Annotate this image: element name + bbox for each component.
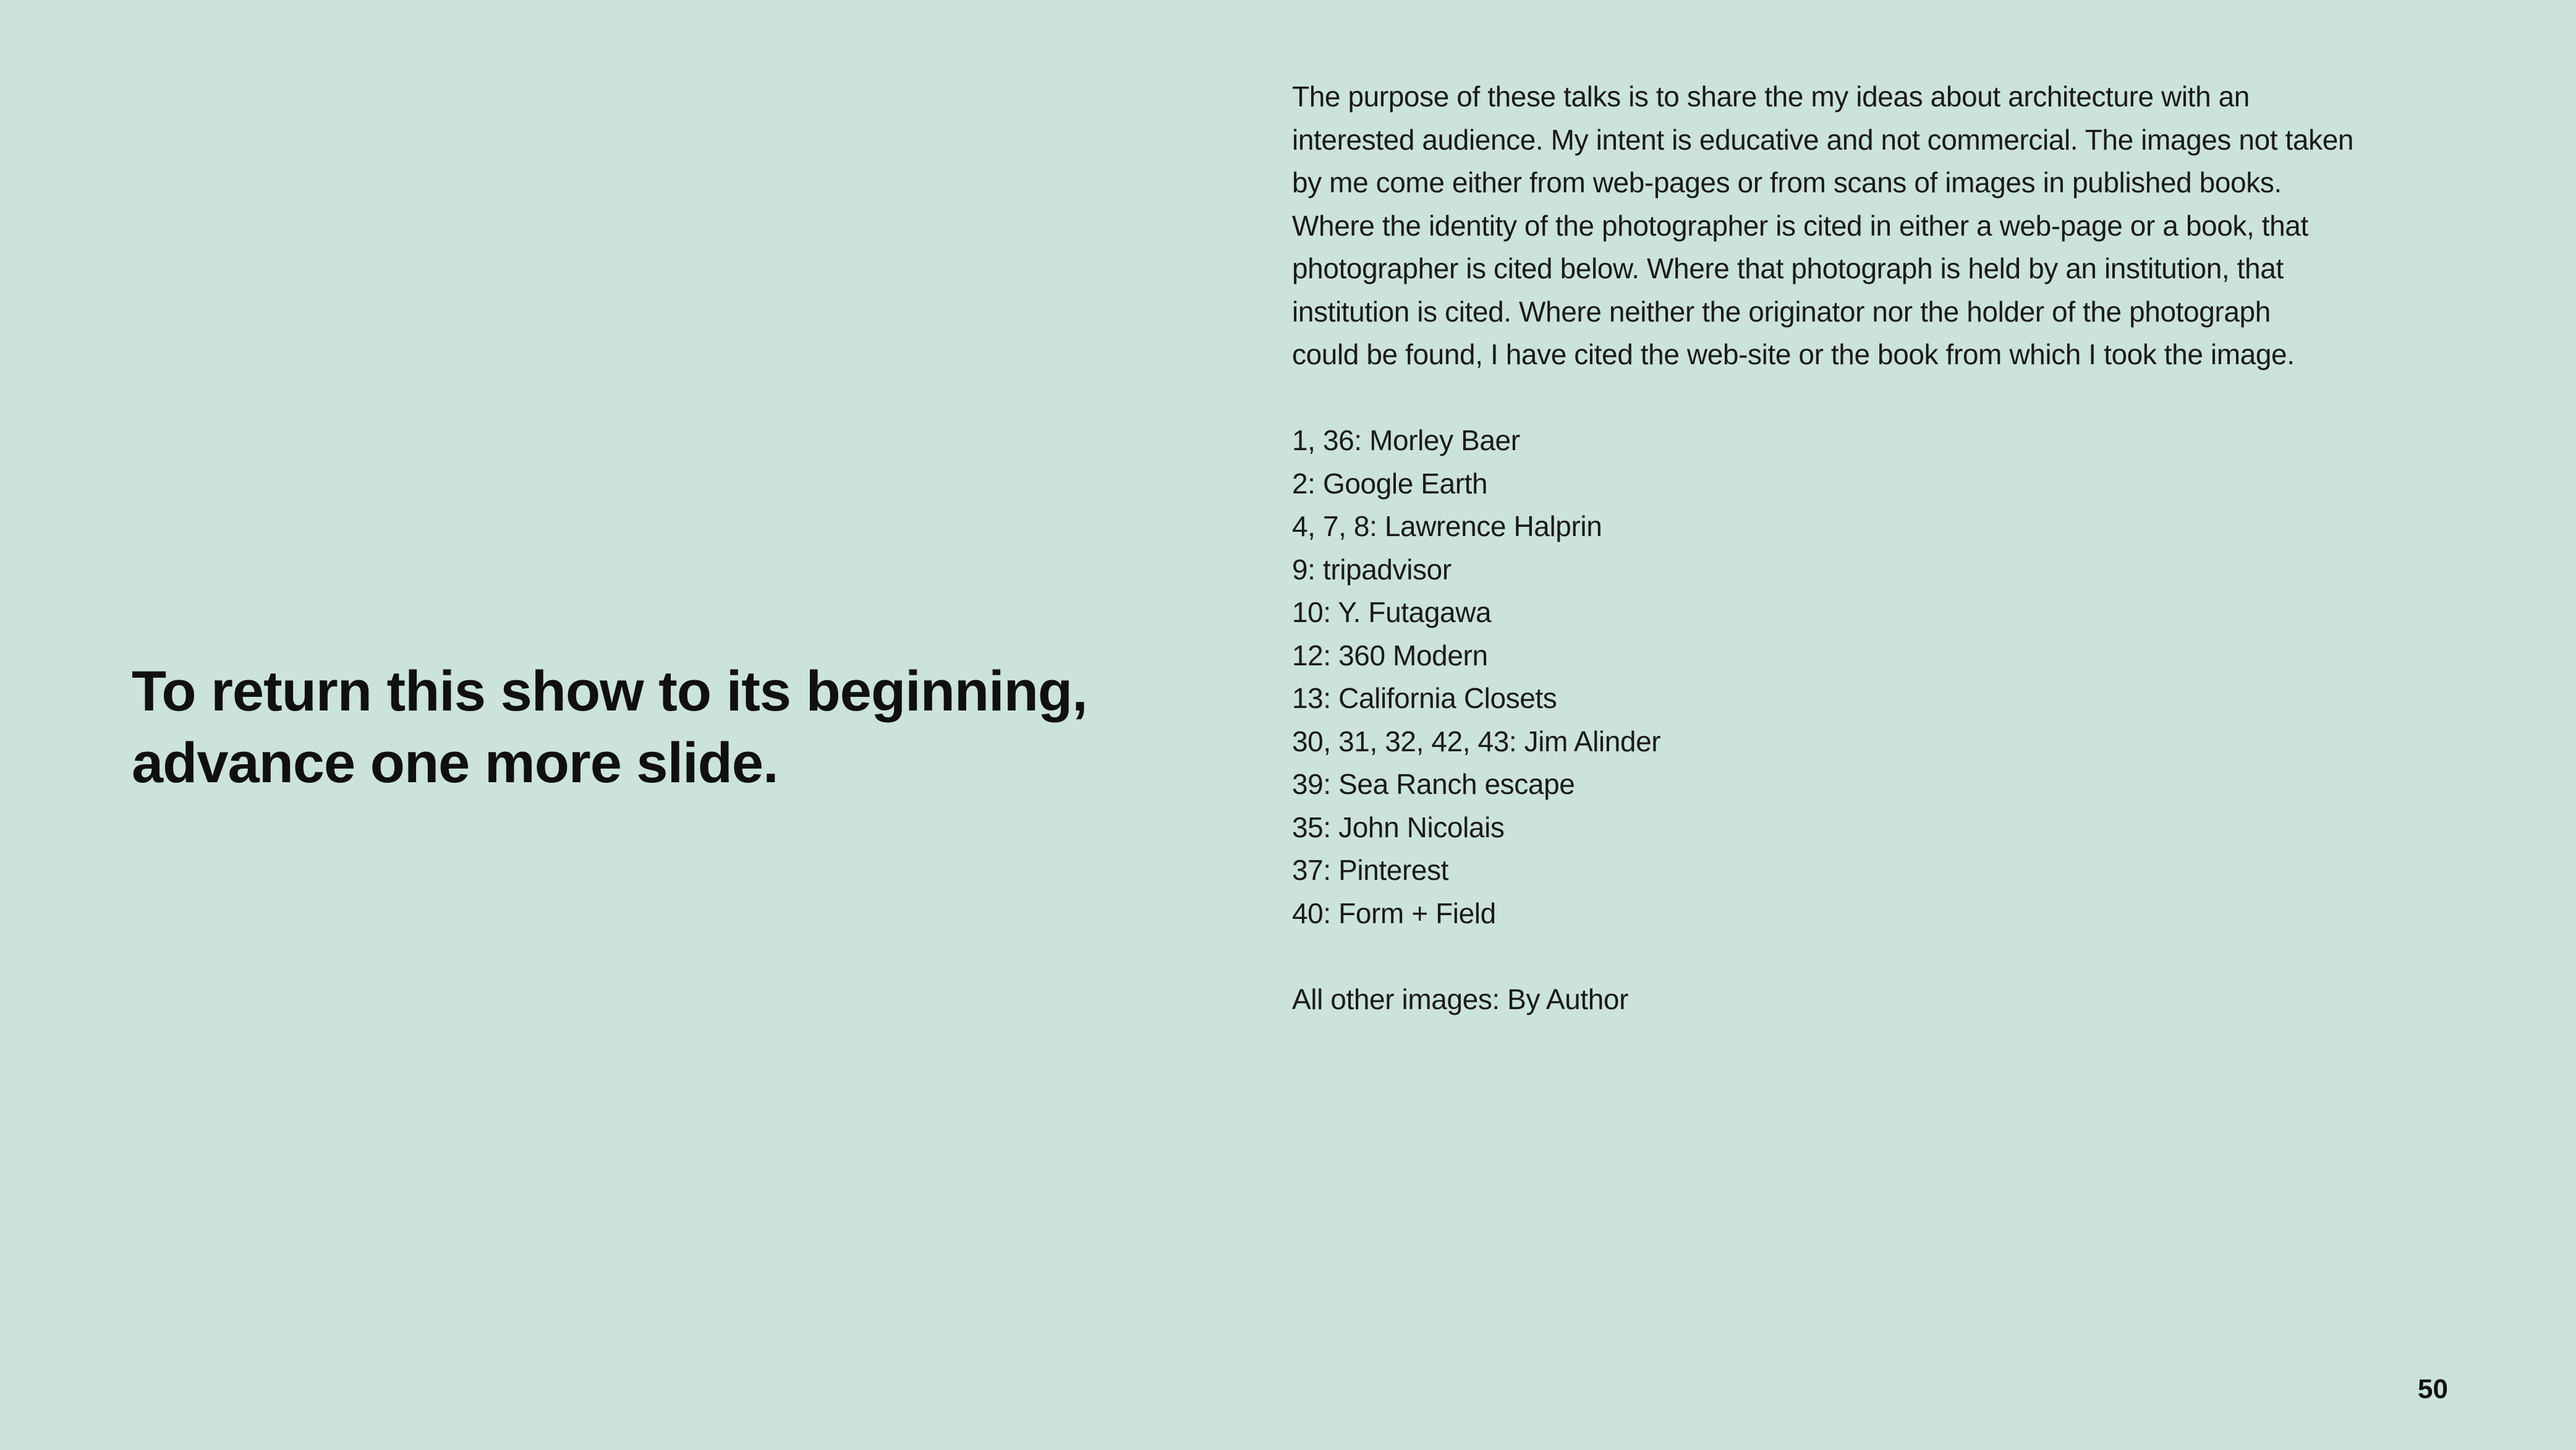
- credit-item: 39: Sea Ranch escape: [1292, 768, 1575, 800]
- page-number: 50: [2418, 1374, 2448, 1404]
- image-credits-panel: [1292, 75, 2442, 1021]
- intro-line: The purpose of these talks is to share the my ideas about architecture with an: [1292, 80, 2250, 113]
- credit-item: 2: Google Earth: [1292, 467, 1488, 500]
- credit-item: 37: Pinterest: [1292, 854, 1449, 886]
- credit-item: 13: California Closets: [1292, 682, 1557, 714]
- spacer: [1292, 935, 2442, 978]
- intro-line: institution is cited. Where neither the originator nor the holder of the photograph: [1292, 295, 2271, 328]
- credit-item: 10: Y. Futagawa: [1292, 596, 1492, 628]
- credit-item: 4, 7, 8: Lawrence Halprin: [1292, 510, 1602, 542]
- intro-line: photographer is cited below. Where that photograph is held by an institution, that: [1292, 252, 2284, 284]
- spacer: [1292, 377, 2442, 420]
- credits-intro-paragraph: [1292, 75, 2442, 377]
- intro-line: could be found, I have cited the web-site or the book from which I took the image.: [1292, 338, 2295, 370]
- return-instruction-line-2: advance one more slide.: [132, 731, 778, 795]
- intro-line: Where the identity of the photographer is cited in either a web-page or a book, that: [1292, 209, 2308, 242]
- credit-item: 9: tripadvisor: [1292, 553, 1452, 586]
- credit-item: 40: Form + Field: [1292, 897, 1496, 929]
- intro-line: by me come either from web-pages or from scans of images in published books.: [1292, 166, 2282, 198]
- credits-list: [1292, 419, 2442, 935]
- return-instruction: [132, 655, 1244, 799]
- credit-item: 12: 360 Modern: [1292, 639, 1488, 672]
- credit-item: 1, 36: Morley Baer: [1292, 424, 1520, 456]
- credit-item: 30, 31, 32, 42, 43: Jim Alinder: [1292, 725, 1661, 757]
- return-instruction-line-1: To return this show to its beginning,: [132, 660, 1087, 723]
- credit-item: 35: John Nicolais: [1292, 811, 1505, 843]
- intro-line: interested audience. My intent is educative and not commercial. The images not taken: [1292, 123, 2354, 156]
- footer-credit-note: All other images: By Author: [1292, 983, 1629, 1015]
